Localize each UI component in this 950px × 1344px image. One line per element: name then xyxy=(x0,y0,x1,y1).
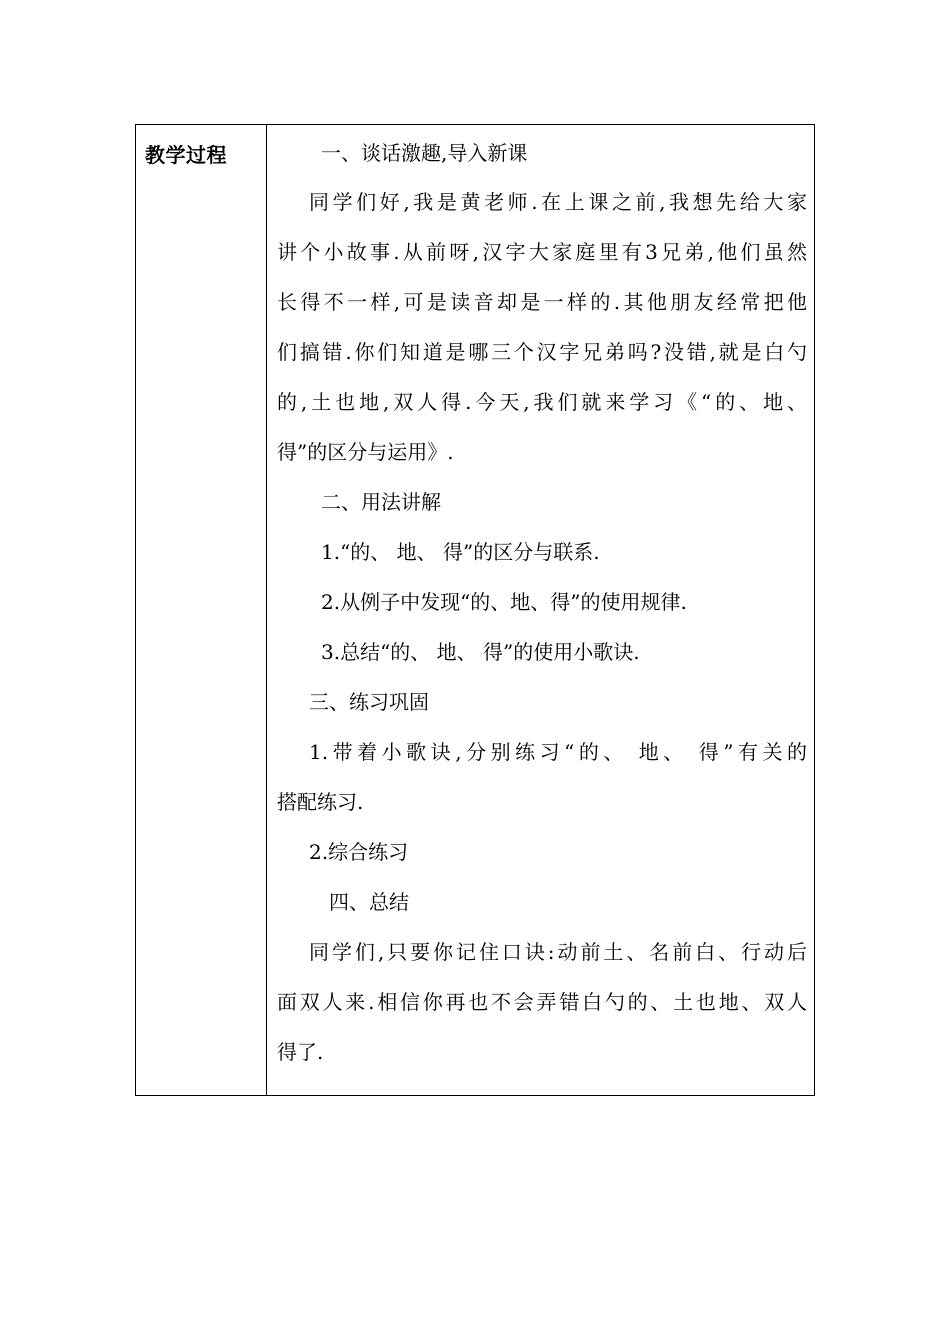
paragraph-line: 面双人来.相信你再也不会弄错白勺的、土也地、双人 xyxy=(277,990,807,1014)
paragraph-line: 得了. xyxy=(277,1040,324,1064)
paragraph-line: 长得不一样,可是读音却是一样的.其他朋友经常把他 xyxy=(277,290,807,314)
paragraph-line: 讲个小故事.从前呀,汉字大家庭里有3兄弟,他们虽然 xyxy=(277,240,807,264)
list-item-continued: 搭配练习. xyxy=(277,790,364,814)
list-item: 2.综合练习 xyxy=(309,840,409,864)
heading-usage: 二、用法讲解 xyxy=(321,490,441,514)
label-cell xyxy=(136,125,267,1095)
list-item: 2.从例子中发现“的、地、得”的使用规律. xyxy=(321,590,687,614)
paragraph-line: 同学们,只要你记住口诀:动前土、名前白、行动后 xyxy=(309,940,807,964)
list-item: 3.总结“的、 地、 得”的使用小歌诀. xyxy=(321,640,640,664)
content-cell xyxy=(267,125,814,1095)
paragraph-line: 得”的区分与运用》. xyxy=(277,440,454,464)
heading-intro: 一、谈话激趣,导入新课 xyxy=(321,141,528,165)
paragraph-line: 们搞错.你们知道是哪三个汉字兄弟吗?没错,就是白勺 xyxy=(277,340,807,364)
lesson-table xyxy=(135,124,815,1096)
section-label: 教学过程 xyxy=(145,143,227,167)
paragraph-line: 的,土也地,双人得.今天,我们就来学习《“的、地、 xyxy=(277,390,807,414)
heading-practice: 三、练习巩固 xyxy=(309,690,429,714)
list-item: 1.“的、 地、 得”的区分与联系. xyxy=(321,540,600,564)
list-item: 1.带着小歌诀,分别练习“的、 地、 得”有关的 xyxy=(309,740,807,764)
paragraph-line: 同学们好,我是黄老师.在上课之前,我想先给大家 xyxy=(309,190,807,214)
heading-summary: 四、总结 xyxy=(329,890,409,914)
